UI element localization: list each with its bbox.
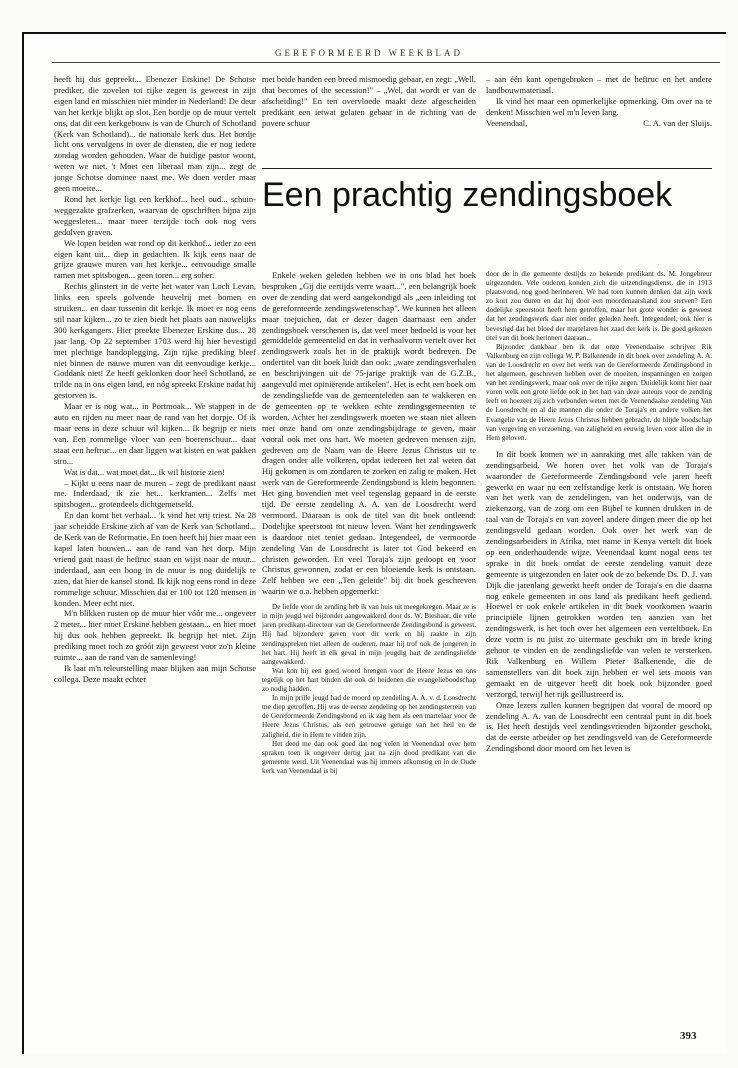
signature-place: Veenendaal, [486, 117, 528, 128]
paragraph: – Kijkt u eens naar de muren – zegt de predikant naast me. Inderdaad, ik zie het... kerkramen... Zelfs met spitsbogen... grotendeels dichtgemetseld. [54, 477, 256, 510]
column-3-article [486, 270, 712, 1018]
paragraph: Wat is dat... wat moet dat... ik wil historie zien! [64, 466, 226, 477]
paragraph: heeft hij dus gepreekt... Ebenezer Erskine! De Schotse prediker, die zovelen tot rijke zegen is geweest in zijn eigen land en misschien niet minder in Nederland! De deur van het kerkje blijkt op slot. Een bordje op de muur vertelt ons, dat dit een kerkgebouw is van de Church of Schotland (Kerk van Schotland)... de nationale kerk dus. Het bordje licht ons vervolgens in over de diensten, die er nog iedere zondag worden gehouden. Waar de huidige pastor woont, weten we niet. 't Moet een liberaal man zijn... zegt de jonge Schotse dominee naast me. We doen verder maar geen moeite... [54, 74, 256, 194]
paragraph: met beide handen een breed mismoedig gebaar, en zegt: „Well, that becomes of the secession!" – „Wel, dat wordt er van de afscheiding!" En ten overvloede maakt deze afgescheiden predikant een ietwat gelaten gebaar in de richting van de povere schuur [262, 74, 476, 128]
paragraph: Enkele weken geleden hebben we in ons blad het boek besproken „Gij die eertijds verre waart...", een belangrijk boek over de zending dat werd aangekondigd als „een inleiding tot de gereformeerde zendingswetenschap". We kunnen het alleen maar toejuichen, dat er dezer dagen daarnaast een ander zendingsboek verschenen is, dat veel meer bedoeld is voor het gemiddelde gemeentelid en dat in verhaalvorm vertelt over het zendingswerk zoals het in de praktijk wordt bedreven. De ondertitel van dit boek luidt dan ook: „ware zendingsverhalen en beschrijvingen uit de 75-jarige praktijk van de G.Z.B., aangevuld met opiniërende artikelen". Het is echt een boek om de zendingsliefde van de gemeenteleden aan te wakkeren en de gemeenten op te wekken echte zendingsgemeenten te worden. Achter het zendingswerk moeten we staan niet alleen met onze hand om onze zendingsbijdrage te geven, maar vooral ook met ons hart. We moeten gedreven mensen zijn, gedreven om de Naam van de Heere Jezus Christus uit te dragen onder alle volkeren, opdat iedereen het zal weten dat Hij gekomen is om zondaren te zoeken en zalig te maken. Het werk van de Gereformeerde Zendingsbond is klein begonnen. Het ging bovendien met veel tegenslag gepaard in de eerste tijd. De eerste zendeling A. A. van de Loosdrecht werd vermoord. Daaraan is ook de titel van dit boek ontleend: Dodelijke speerstoot tot nieuw leven. Want het zendingswerk is daardoor niet teniet gedaan. Integendeel, de vermoorde zendeling Van de Loosdrecht is later tot God bekeerd en christen geworden. En veel Toraja's zijn gedoopt en voor Christus gewonnen, zodat er een bloeiende kerk is ontstaan. Zelf hebben we een „Ten geleide" bij dit boek geschreven waarin we o.a. hebben opgemerkt: [262, 270, 476, 597]
paragraph: door de in die gemeente destijds zo bekende predikant ds. M. Jongebreur uitgezonden. Vele ouderen konden zich die uitzendingsdienst, die in 1913 plaatsvond, nog goed herinneren. We had toen kunnen denken dat zijn werk zo kort zou duren en dat hij door een moordenaarshand zou sterven? Een dodelijke speerstoot heeft hem getroffen, maar het grote wonder is geweest dat het zendingswerk daar niet onder geleden heeft. Integendeel, ook hier is bevestigd dat het bloed der martelaren het zaad der kerk is. De goed gekozen titel van dit boek herinnert daaraan... [486, 270, 712, 342]
paragraph: – aan één kant opengebroken – met de heftruc en het andere landbouwmateriaal. [486, 74, 712, 95]
column-1 [54, 74, 256, 1022]
paragraph: Het deed me dan ook goed dat nog velen in Veenendaal over hem spraken toen ik ongeveer dertig jaar na zijn dood predikant van die gemeente werd. Uit Veenendaal was hij immers afkomstig en in de Oude kerk van Veenendaal is bij [262, 739, 476, 775]
quoted-foreword-continued [486, 270, 712, 443]
paragraph: M'n blikken rusten op de muur hier vóór me... ongeveer 2 meter... hier moet Erskine hebben gestaan... en hier moet hij dus ook hebben gepreekt. Ik begrijp het niet. Zijn prediking moet toch zo gróót zijn geweest voor zo'n kleine ruimte... aan de rand van de samenleving! [54, 608, 256, 663]
paragraph: Ik laat m'n teleurstelling maar blijken aan mijn Schotse collega. Deze maakt echter [54, 662, 256, 684]
quoted-foreword [262, 603, 476, 776]
article-headline: Een prachtig zendingsboek [262, 168, 712, 227]
paragraph: Bijzonder dankbaar ben ik dat onze Veenendaalse schrijver Rik Valkenburg en zijn collega W. P. Balkenende in dit boek over zendeling A. A. van de Loosdrecht en over het werk van de Gereformeerde Zendingsbond in het algemeen, geschreven hebben over de moeiten, inspanningen en zorgen van het zendingswerk, maar ook over de rijke zegen. Duidelijk komt hier naar voren welk een grote liefde ook in het hart van deze auteurs voor de zending leeft en hoezeer zij zich verbonden weten met de Veenendaalse zendeling Van de Loosdrecht en al die mannen die onder de Toraja's en andere volken het Evangelie van de Heere Jezus Christus hebben gebracht, de blijde boodschap van vergeving en verzoening, van zaligheid en eeuwig leven voor allen die in Hem geloven. [486, 342, 712, 442]
paragraph: Rond het kerkje ligt een kerkhof... heel oud... schuin-weggezakte grafzerken, waarvan de opschriften bijna zijn weggesleten... maar meer terzijde toch ook nog vers gedolven graven. [54, 193, 256, 237]
paragraph: In dit boek komen we in aanraking met alle takken van de zendingsarbeid. We horen over het volk van de Toraja's waaronder de Gereformeerde Zendingsbond vele jaren heeft gewerkt en waar nu een zelfstandige kerk is ontstaan. We horen van het werk van de zendelingen, van het onderwijs, van de ziekenzorg, van de zorg om een Bijbel te kunnen drukken in de taal van de Toraja's en van zoveel andere dingen meer die op het zendingsveld gedaan worden. Ook over het werk van de zendingsarbeiders in Afrika, met name in Kenya vertelt dit boek op een onderhoudende wijze. Veenendaal komt nogal eens ter sprake in dit boek omdat de eerste zendeling vanuit deze gemeente is uitgezonden en later ook de zo bekende Ds. D. J. van Dijk die jarenlang gewerkt heeft onder de Toraja's en die daarna nog enkele gemeenten in ons land als predikant heeft gediend. Hoewel er ook enkele artikelen in dit boek voorkomen waarin principiële lijnen getrokken worden ten aanzien van het zendingswerk, is het toch over het algemeen een verteltboek. En deze vorm is nu juist zo uitermate geschikt om in brede kring gehoor te vinden en de zendingsliefde van velen te versterken. Rik Valkenburg en Willem Pieter Balkenende, die de samenstellers van dit boek zijn hebben er wel iets moois van gemaakt en de uitgever heeft dit boek ook bijzonder goed verzorgd, terwijl het rijk geïllustreerd is. [486, 448, 712, 699]
paragraph: De liefde voor de zending heb ik van huis uit meegekregen. Maar ze is in mijn jeugd wel bijzonder aangewakkerd door ds. W. Bieshaar, die vele jaren predikant-directeur van de Gereformeerde Zendingsbond is geweest. Hij had bijzondere gaven voor dit werk en hij raakte in zijn zendingspreken niet alleen de ouderen, maar hij trof ook de jongeren in het hart. Hij heeft in elk geval in mijn jeugdig hart de zendingsliefde aangewakkerd. [262, 603, 476, 666]
paragraph: In mijn prille jeugd had de moord op zendeling A. A. v. d. Loosdrecht me diep getroffen. Hij was de eerste zendeling op het zendingsterrein van de Gereformeerde Zendingsbond en ik zag hem als een martelaar voor de Heere Jezus Christus, als een getrouwe getuige van het heil en de zaligheid, die in Hem te vinden zijn. [262, 694, 476, 739]
paragraph: Wat kon hij een goed woord brengen voor de Heere Jezus en ons tegelijk op het hart binden dat ook de heidenen die evangelieboodschap zo nodig hadden. [262, 666, 476, 694]
paragraph: Ik vind het maar een opmerkelijke opmerking. Om over na te denken! Misschien wel m'n leven lang. [486, 95, 712, 117]
paragraph: We lopen beiden wat rond op dit kerkhof... ieder zo een eigen kant uit... diep in gedachten. Ik kijk eens naar de grijze grauwe muren van het kerkje... eenvoudige smalle ramen met spitsbogen... geen toren... erg sober. [54, 237, 256, 281]
page-number: 393 [680, 1030, 697, 1042]
paragraph: Maar er is nog wat... in Portmoak... We stappen in de auto en rijden nu meer naar de rand van het dorpje. Of ik maar eens in deze schuur wil kijken... Ik begrijp er niets van. Een rommelige vloer van een boerenschuur... daar staat een heftruc... en daar liggen wat kisten en wat pakken stro... [54, 401, 256, 466]
running-head: GEREFORMEERD WEEKBLAD [274, 48, 464, 58]
signature-author: C. A. van der Sluijs. [643, 117, 712, 128]
column-2-top [262, 74, 476, 156]
paragraph: En dan komt het verhaal... 'k vind het vrij triest. Na 28 jaar scheidde Erskine zich af van de Kerk van Schotland... de Kerk van de Reformatie. En toen heeft hij hier maar een kapel laten bouwen... aan de rand van het dorp. Mijn vriend gaat naast de heftruc staan en wijst naar de muur... inderdaad, aan een boog in de muur is nog duidelijk te zien, dat hier de kansel stond. Ik kijk nog eens rond in deze rommelige schuur. Misschien dat er 100 tot 120 mensen in konden. Meer echt niet. [54, 510, 256, 608]
column-2-article [262, 270, 476, 1028]
signature [486, 118, 712, 129]
paragraph: Onze lezers zullen kunnen begrijpen dat vooral de moord op zendeling A. A. van de Loosdrecht een centraal punt in dit boek is. Het heeft destijds veel zendingsvrienden bijzonder geschokt, dat de eerste arbeider op het zendingsveld van de Gereformeerde Zendingsbond door moord om het leven is [486, 699, 712, 754]
header-rule [52, 62, 720, 63]
column-3-top [486, 74, 712, 156]
paragraph: Rechts glinstert in de verte het water van Loch Levan, links een speels golvende heuvelrij met bomen en struiken... en daar tussenin dit kerkje. Ik moet er nog eens stil naar kijken... zo te zien biedt het plaats aan nauwelijks 300 kerkgangers. Hier preekte Ebenezer Erskine dus... 28 jaar lang. Op 22 september 1703 werd hij hier bevestigd met plechtige handoplegging. Zijn rijke prediking bleef niet binnen de nauwe muren van dit eenvoudige kerkje... Goddank niet! Ze heeft geklonken door heel Schotland, ze trilde na in ons eigen land, en nóg spreekt Erskine nadat hij gestorven is. [54, 281, 256, 401]
